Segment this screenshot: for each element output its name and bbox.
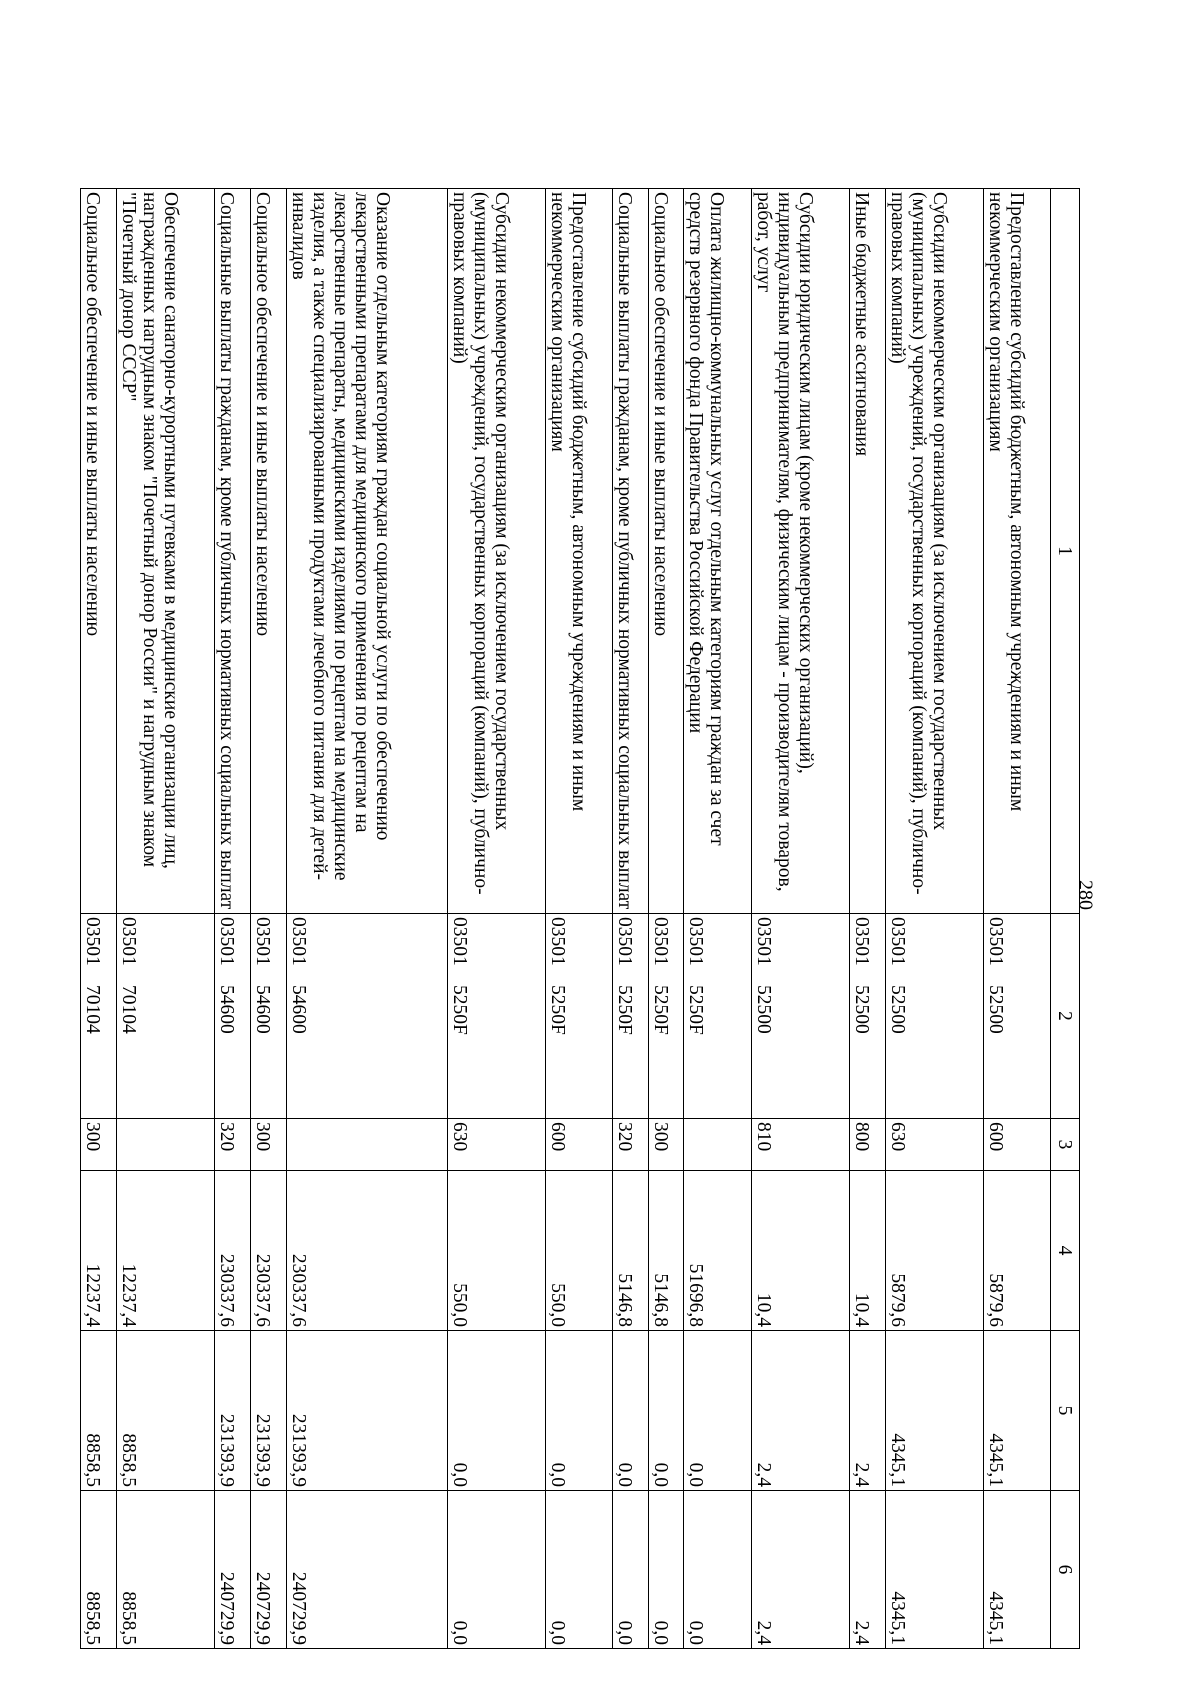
row-expense-type <box>116 1119 214 1171</box>
row-value-col4: 5146,8 <box>613 1171 649 1331</box>
row-name: Предоставление субсидий бюджетным, автономным учреждениям и иным некоммерческим организациям <box>545 189 612 914</box>
row-value-col4: 12237,4 <box>116 1171 214 1331</box>
row-value-col5: 2,4 <box>751 1331 849 1491</box>
row-code <box>116 914 214 1119</box>
row-value-col5: 2,4 <box>849 1331 885 1491</box>
header-row <box>1051 189 1080 1649</box>
row-value-col5: 0,0 <box>447 1331 545 1491</box>
row-code <box>885 914 983 1119</box>
row-value-col6: 4345,1 <box>983 1491 1050 1649</box>
row-code <box>81 914 117 1119</box>
row-code <box>545 914 612 1119</box>
row-value-col6: 240729,9 <box>250 1491 286 1649</box>
table-row <box>885 189 983 1649</box>
page-number: 280 <box>1074 880 1097 910</box>
table-row <box>447 189 545 1649</box>
code-part-1: 03501 <box>752 917 774 966</box>
row-code <box>648 914 684 1119</box>
code-part-1: 03501 <box>251 917 273 966</box>
row-expense-type <box>286 1119 447 1171</box>
row-value-col4: 230337,6 <box>286 1171 447 1331</box>
code-part-2: 54600 <box>251 985 273 1034</box>
row-expense-type: 320 <box>613 1119 649 1171</box>
code-part-1: 03501 <box>287 917 309 966</box>
rotated-page <box>80 188 1080 1648</box>
code-part-1: 03501 <box>117 917 139 966</box>
row-value-col4: 230337,6 <box>250 1171 286 1331</box>
row-value-col6: 240729,9 <box>286 1491 447 1649</box>
table-row <box>81 189 117 1649</box>
row-value-col6: 2,4 <box>751 1491 849 1649</box>
row-value-col5: 0,0 <box>545 1331 612 1491</box>
row-name: Субсидии некоммерческим организациям (за исключением государственных (муниципальных) учреждений, государственных корпораций (компаний), публично-правовых компаний) <box>885 189 983 914</box>
table-row <box>751 189 849 1649</box>
row-value-col6: 2,4 <box>849 1491 885 1649</box>
row-name: Социальное обеспечение и иные выплаты населению <box>250 189 286 914</box>
row-value-col6: 0,0 <box>545 1491 612 1649</box>
row-value-col4: 51696,8 <box>684 1171 751 1331</box>
code-part-2: 5250F <box>649 985 671 1035</box>
row-value-col4: 12237,4 <box>81 1171 117 1331</box>
row-value-col6: 0,0 <box>684 1491 751 1649</box>
row-value-col6: 8858,5 <box>116 1491 214 1649</box>
row-value-col5: 0,0 <box>648 1331 684 1491</box>
row-code <box>613 914 649 1119</box>
row-name: Обеспечение санаторно-курортными путевками в медицинские организации лиц, награжденных нагрудным знаком "Почетный донор России" и нагрудным знаком "Почетный донор СССР" <box>116 189 214 914</box>
table-row <box>613 189 649 1649</box>
row-value-col6: 0,0 <box>648 1491 684 1649</box>
row-value-col5: 4345,1 <box>983 1331 1050 1491</box>
row-expense-type: 630 <box>447 1119 545 1171</box>
table-row <box>648 189 684 1649</box>
column-header-5: 5 <box>1051 1331 1080 1491</box>
code-part-2: 52500 <box>984 985 1006 1034</box>
code-part-1: 03501 <box>216 917 238 966</box>
row-value-col6: 8858,5 <box>81 1491 117 1649</box>
row-value-col5: 231393,9 <box>215 1331 251 1491</box>
code-part-2: 54600 <box>287 985 309 1034</box>
row-name: Социальное обеспечение и иные выплаты населению <box>81 189 117 914</box>
table-row <box>684 189 751 1649</box>
row-expense-type: 600 <box>545 1119 612 1171</box>
row-value-col6: 0,0 <box>613 1491 649 1649</box>
rotated-content <box>80 188 1080 1648</box>
row-value-col5: 8858,5 <box>81 1331 117 1491</box>
table-row <box>286 189 447 1649</box>
table-row <box>849 189 885 1649</box>
row-name: Субсидии некоммерческим организациям (за исключением государственных (муниципальных) учреждений, государственных корпораций (компаний), публично-правовых компаний) <box>447 189 545 914</box>
row-expense-type: 600 <box>983 1119 1050 1171</box>
code-part-2: 70104 <box>82 985 103 1034</box>
row-code <box>983 914 1050 1119</box>
row-name: Социальное обеспечение и иные выплаты населению <box>648 189 684 914</box>
code-part-1: 03501 <box>448 917 470 966</box>
row-value-col6: 240729,9 <box>215 1491 251 1649</box>
code-part-2: 5250F <box>685 985 707 1035</box>
row-value-col5: 231393,9 <box>250 1331 286 1491</box>
code-part-1: 03501 <box>984 917 1006 966</box>
code-part-1: 03501 <box>685 917 707 966</box>
table-row <box>250 189 286 1649</box>
row-value-col5: 231393,9 <box>286 1331 447 1491</box>
row-value-col5: 4345,1 <box>885 1331 983 1491</box>
row-value-col4: 230337,6 <box>215 1171 251 1331</box>
table-row <box>215 189 251 1649</box>
row-value-col5: 0,0 <box>684 1331 751 1491</box>
column-header-2: 2 <box>1051 914 1080 1119</box>
budget-table <box>80 188 1080 1649</box>
column-header-3: 3 <box>1051 1119 1080 1171</box>
row-value-col4: 5879,6 <box>983 1171 1050 1331</box>
code-part-1: 03501 <box>546 917 568 966</box>
row-code <box>250 914 286 1119</box>
row-code <box>684 914 751 1119</box>
code-part-2: 5250F <box>448 985 470 1035</box>
row-value-col5: 0,0 <box>613 1331 649 1491</box>
table-row <box>116 189 214 1649</box>
code-part-1: 03501 <box>614 917 635 966</box>
row-value-col4: 5146,8 <box>648 1171 684 1331</box>
row-code <box>286 914 447 1119</box>
code-part-1: 03501 <box>649 917 671 966</box>
row-expense-type <box>684 1119 751 1171</box>
row-value-col4: 10,4 <box>849 1171 885 1331</box>
code-part-2: 5250F <box>614 985 635 1035</box>
code-part-2: 70104 <box>117 985 139 1034</box>
row-name: Субсидии юридическим лицам (кроме некоммерческих организаций), индивидуальным предпринимателям, физическим лицам - производителям товаров, работ, услуг <box>751 189 849 914</box>
row-expense-type: 800 <box>849 1119 885 1171</box>
row-name: Иные бюджетные ассигнования <box>849 189 885 914</box>
row-expense-type: 320 <box>215 1119 251 1171</box>
row-value-col4: 550,0 <box>447 1171 545 1331</box>
row-name: Предоставление субсидий бюджетным, автономным учреждениям и иным некоммерческим организациям <box>983 189 1050 914</box>
column-header-6: 6 <box>1051 1491 1080 1649</box>
code-part-2: 52500 <box>752 985 774 1034</box>
row-code <box>447 914 545 1119</box>
row-code <box>849 914 885 1119</box>
code-part-2: 5250F <box>546 985 568 1035</box>
row-code <box>751 914 849 1119</box>
row-value-col6: 4345,1 <box>885 1491 983 1649</box>
column-header-4: 4 <box>1051 1171 1080 1331</box>
table-row <box>983 189 1050 1649</box>
row-name: Социальные выплаты гражданам, кроме публичных нормативных социальных выплат <box>613 189 649 914</box>
row-value-col6: 0,0 <box>447 1491 545 1649</box>
column-header-1: 1 <box>1051 189 1080 914</box>
row-value-col4: 5879,6 <box>885 1171 983 1331</box>
row-expense-type: 630 <box>885 1119 983 1171</box>
row-value-col4: 550,0 <box>545 1171 612 1331</box>
row-name: Социальные выплаты гражданам, кроме публичных нормативных социальных выплат <box>215 189 251 914</box>
row-expense-type: 300 <box>81 1119 117 1171</box>
code-part-2: 52500 <box>850 985 872 1034</box>
row-expense-type: 300 <box>648 1119 684 1171</box>
row-expense-type: 300 <box>250 1119 286 1171</box>
code-part-1: 03501 <box>886 917 908 966</box>
code-part-1: 03501 <box>850 917 872 966</box>
code-part-2: 54600 <box>216 985 238 1034</box>
row-name: Оплата жилищно-коммунальных услуг отдельным категориям граждан за счет средств резервного фонда Правительства Российской Федерации <box>684 189 751 914</box>
row-code <box>215 914 251 1119</box>
table-row <box>545 189 612 1649</box>
code-part-1: 03501 <box>82 917 103 966</box>
code-part-2: 52500 <box>886 985 908 1034</box>
row-expense-type: 810 <box>751 1119 849 1171</box>
row-value-col5: 8858,5 <box>116 1331 214 1491</box>
row-value-col4: 10,4 <box>751 1171 849 1331</box>
row-name: Оказание отдельным категориям граждан социальной услуги по обеспечению лекарственными препаратами для медицинского применения по рецептам на лекарственные препараты, медицинскими изделиями по рецептам на медицинские изделия, а также специализированными продуктами лечебного питания для детей-инвалидов <box>286 189 447 914</box>
